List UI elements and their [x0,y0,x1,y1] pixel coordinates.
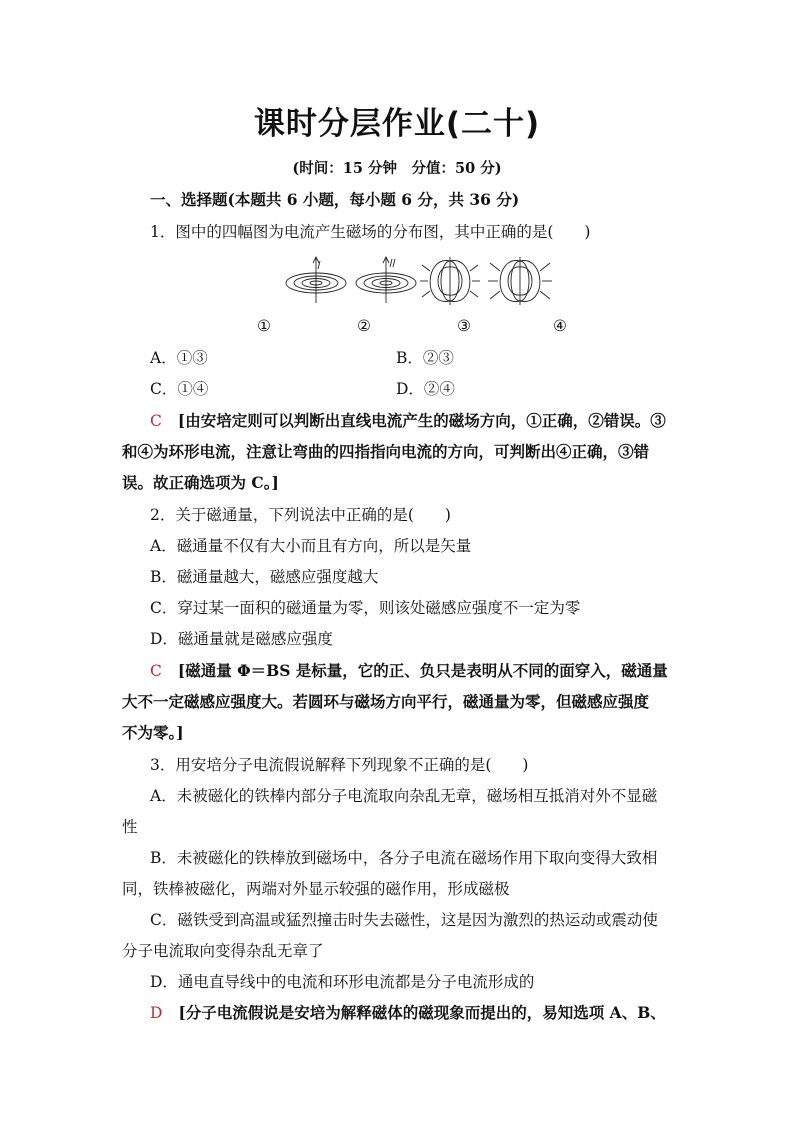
q1-explanation-line-2: 和④为环形电流，注意让弯曲的四指指向电流的方向，可判断出④正确，③错 [122,442,650,461]
figure-label-1: ① [257,317,271,335]
q2-option-a: A．磁通量不仅有大小而且有方向，所以是矢量 [150,537,472,555]
q1-option-a: A．①③ [150,349,208,367]
q2-option-c: C．穿过某一面积的磁通量为零，则该处磁感应强度不一定为零 [150,599,581,617]
q2-answer: C [150,662,162,680]
q3-option-a-line-2: 性 [122,818,138,836]
figure-label-4: ④ [553,317,567,335]
q1-stem: 1．图中的四幅图为电流产生磁场的分布图，其中正确的是( ) [150,223,591,241]
q1-option-b: B．②③ [396,349,454,367]
figure-1-straight-current [286,257,346,303]
q3-option-b-line-2: 同，铁棒被磁化，两端对外显示较强的磁作用，形成磁极 [122,880,510,898]
figure-label-3: ③ [457,317,471,335]
q2-option-d: D．磁通量就是磁感应强度 [150,630,333,648]
figure-4-loop-current [488,257,552,305]
figure-3-loop-current [420,257,480,305]
q3-option-b-line-1: B．未被磁化的铁棒放到磁场中，各分子电流在磁场作用下取向变得大致相 [150,849,658,867]
q3-option-c-line-1: C．磁铁受到高温或猛烈撞击时失去磁性，这是因为激烈的热运动或震动使 [150,911,658,929]
q2-explanation-line-3: 不为零。] [122,723,184,742]
q2-explanation-line-2: 大不一定磁感应强度大。若圆环与磁场方向平行，磁通量为零，但磁感应强度 [122,692,650,711]
q1-option-d: D．②④ [396,380,455,398]
page-title: 课时分层作业(二十) [253,106,541,142]
q2-stem: 2．关于磁通量，下列说法中正确的是( ) [150,506,451,524]
figure-label-2: ② [357,317,371,335]
q3-option-a-line-1: A．未被磁化的铁棒内部分子电流取向杂乱无章，磁场相互抵消对外不显磁 [150,787,658,805]
q3-option-d: D．通电直导线中的电流和环形电流都是分子电流形成的 [150,973,535,991]
q2-explanation-line-1: C [磁通量 Φ＝BS 是标量，它的正、负只是表明从不同的面穿入，磁通量 [150,661,668,680]
q1-answer: C [150,412,162,430]
figure-2-straight-current [356,257,416,303]
section-heading: 一、选择题(本题共 6 小题，每小题 6 分，共 36 分) [150,190,520,209]
q1-option-c: C．①④ [150,380,209,398]
q3-explanation-line-1: D [分子电流假说是安培为解释磁体的磁现象而提出的，易知选项 A、B、 [150,1003,666,1022]
q3-answer: D [150,1004,163,1022]
q3-option-c-line-2: 分子电流取向变得杂乱无章了 [122,942,324,960]
q1-explanation-line-3: 误。故正确选项为 C。] [122,473,279,492]
q1-explanation-line-1: C [由安培定则可以判断出直线电流产生的磁场方向，①正确，②错误。③ [150,411,666,430]
subtitle: (时间：15 分钟 分值：50 分) [292,160,502,177]
q3-stem: 3．用安培分子电流假说解释下列现象不正确的是( ) [150,756,529,774]
magnetic-field-figures [280,255,555,307]
q2-option-b: B．磁通量越大，磁感应强度越大 [150,568,379,586]
